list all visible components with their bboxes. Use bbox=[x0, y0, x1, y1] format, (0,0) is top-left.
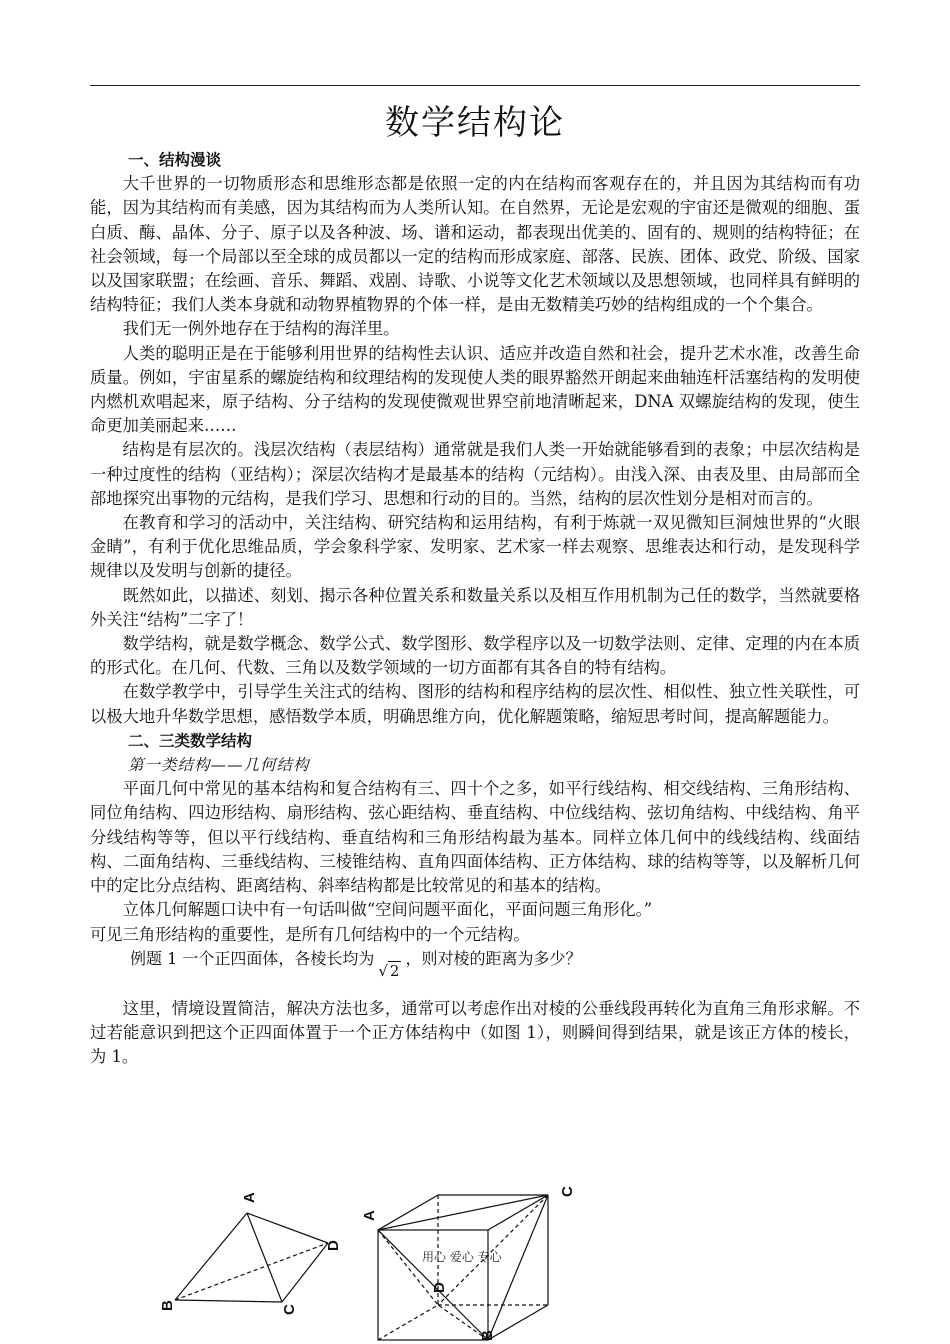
cube-figure bbox=[360, 1175, 600, 1344]
paragraph: 平面几何中常见的基本结构和复合结构有三、四十个之多，如平行线结构、相交线结构、三角形结构、同位角结构、四边形结构、扇形结构、弦心距结构、垂直结构、中位线结构、弦切角结构、中线结构、角平分线结构等等，但以平行线结构、垂直结构和三角形结构最为基本。同样立体几何中的线线结构、线面结构、二面角结构、三垂线结构、三棱锥结构、直角四面体结构、正方体结构、球的结构等等，以及解析几何中的定比分点结构、距离结构、斜率结构都是比较常见的和基本的结构。 bbox=[90, 779, 860, 896]
cube-label-d: D bbox=[431, 1282, 448, 1293]
paragraph: 立体几何解题口诀中有一句话叫做“空间问题平面化，平面问题三角形化。” bbox=[122, 900, 653, 920]
paragraph: 我们无一例外地存在于结构的海洋里。 bbox=[122, 319, 400, 339]
cube-label-b: B bbox=[479, 1330, 496, 1341]
sqrt-expression: √ 2 bbox=[378, 961, 400, 980]
sqrt-radicand: 2 bbox=[389, 961, 400, 980]
page-title: 数学结构论 bbox=[385, 103, 565, 143]
cube-label-c: C bbox=[559, 1186, 576, 1197]
paragraph: 人类的聪明正是在于能够利用世界的结构性去认识、适应并改造自然和社会，提升艺术水准，改善生命质量。例如，宇宙星系的螺旋结构和纹理结构的发现使人类的眼界豁然开朗起来曲轴连杆活塞结构的发明使内燃机欢唱起来，原子结构、分子结构的发现使微观世界空前地清晰起来，DNA 双螺旋结构的发现，使生命更加美丽起来…… bbox=[90, 343, 860, 436]
section2-heading: 二、三类数学结构 bbox=[128, 731, 253, 750]
paragraph: 在教育和学习的活动中，关注结构、研究结构和运用结构，有利于炼就一双见微知巨洞烛世界的“火眼金睛”，有利于优化思维品质，学会象科学家、发明家、艺术家一样去观察、思维表达和行动，是发现科学规律以及发明与创新的捷径。 bbox=[90, 513, 860, 581]
section1-heading: 一、结构漫谈 bbox=[128, 151, 222, 169]
document-body bbox=[90, 148, 860, 1069]
subsection-heading: 第一类结构——几何结构 bbox=[128, 756, 310, 775]
tetrahedron-figure bbox=[150, 1185, 350, 1344]
paragraph: 数学结构，就是数学概念、数学公式、数学图形、数学程序以及一切数学法则、定律、定理的内在本质的形式化。在几何、代数、三角以及数学领域的一切方面都有其各自的特有结构。 bbox=[90, 634, 860, 678]
vertex-label-b: B bbox=[159, 1300, 176, 1311]
paragraph: 在数学教学中，引导学生关注式的结构、图形的结构和程序结构的层次性、相似性、独立性关联性，可以极大地升华数学思想，感悟数学本质，明确思维方向，优化解题策略，缩短思考时间，提高解题能力。 bbox=[90, 682, 860, 726]
paragraph: 既然如此，以描述、刻划、揭示各种位置关系和数量关系以及相互作用机制为己任的数学，当然就要格外关注“结构”二字了！ bbox=[90, 585, 860, 629]
paragraph: 可见三角形结构的重要性，是所有几何结构中的一个元结构。 bbox=[90, 924, 530, 944]
cube-label-a: A bbox=[361, 1210, 378, 1221]
vertex-label-c: C bbox=[281, 1304, 298, 1315]
watermark-text: 用心 爱心 专心 bbox=[422, 1250, 502, 1264]
paragraph: 大千世界的一切物质形态和思维形态都是依照一定的内在结构而客观存在的，并且因为其结构而有功能，因为其结构而有美感，因为其结构而为人类所认知。在自然界，无论是宏观的宇宙还是微观的细胞、蛋白质、酶、晶体、分子、原子以及各种波、场、谱和运动，都表现出优美的、固有的、规则的结构特征；在社会领域，每一个局部以至全球的成员都以一定的结构而形成家庭、部落、民族、团体、政党、阶级、国家以及国家联盟；在绘画、音乐、舞蹈、戏剧、诗歌、小说等文化艺术领域以及思想领域，也同样具有鲜明的结构特征；我们人类本身就和动物界植物界的个体一样，是由无数精美巧妙的结构组成的一个个集合。 bbox=[90, 174, 860, 315]
paragraph: 结构是有层次的。浅层次结构（表层结构）通常就是我们人类一开始就能够看到的表象；中层次结构是一种过度性的结构（亚结构）；深层次结构才是最基本的结构（元结构）。由浅入深、由表及里、由局部而全部地探究出事物的元结构，是我们学习、思想和行动的目的。当然，结构的层次性划分是相对而言的。 bbox=[90, 440, 860, 508]
header-rule bbox=[90, 85, 860, 86]
vertex-label-d: D bbox=[325, 1240, 342, 1251]
example-question bbox=[90, 947, 860, 997]
paragraph: 这里，情境设置简洁，解决方法也多，通常可以考虑作出对棱的公垂线段再转化为直角三角形求解。不过若能意识到把这个正四面体置于一个正方体结构中（如图 1），则瞬间得到结果，就是该正方体的棱长，为 1。 bbox=[90, 998, 860, 1067]
vertex-label-a: A bbox=[241, 1192, 258, 1203]
example-prefix: 例题 1 一个正四面体，各棱长均为 bbox=[130, 948, 375, 968]
example-suffix: ，则对棱的距离为多少？ bbox=[405, 948, 582, 968]
